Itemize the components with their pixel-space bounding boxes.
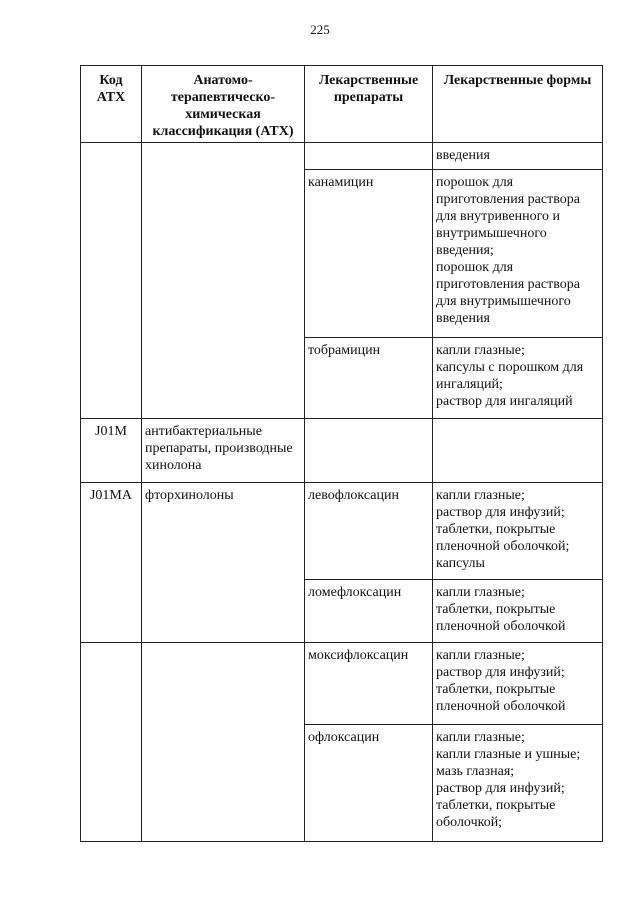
forms-cell [433, 143, 603, 170]
table-row [81, 419, 603, 483]
forms-cell [433, 170, 603, 338]
code-cell [81, 143, 142, 419]
form-item: капли глазные; [436, 343, 525, 358]
header-code: Код ATX [81, 66, 142, 143]
form-item: таблетки, покрытые пленочной оболочкой [436, 682, 566, 714]
form-item: таблетки, покрытые пленочной оболочкой [436, 602, 566, 634]
drug-cell: ломефлоксацин [305, 580, 433, 643]
form-item: таблетки, покрытые пленочной оболочкой; [436, 522, 570, 554]
page-number: 225 [310, 22, 330, 37]
forms-cell [433, 580, 603, 643]
header-forms: Лекарственные формы [433, 66, 603, 143]
form-item: капли глазные и ушные; [436, 747, 581, 762]
classification-cell: антибактериальные препараты, производные хинолона [142, 419, 305, 483]
drug-cell: моксифлоксацин [305, 643, 433, 725]
form-item: раствор для инфузий; [436, 505, 565, 520]
header-drugs: Лекарственные препараты [305, 66, 433, 143]
form-item: раствор для инфузий; [436, 781, 565, 796]
forms-cell [433, 725, 603, 842]
form-item: мазь глазная; [436, 764, 515, 779]
drug-cell: тобрамицин [305, 338, 433, 419]
form-item: таблетки, покрытые оболочкой; [436, 798, 556, 830]
atc-drug-table [80, 65, 603, 842]
table-row [81, 143, 603, 170]
drug-cell: офлоксацин [305, 725, 433, 842]
drug-cell: канамицин [305, 170, 433, 338]
forms-cell [433, 643, 603, 725]
table-row [81, 483, 603, 580]
form-item: введения [436, 148, 490, 163]
forms-cell [433, 483, 603, 580]
form-item: капли глазные; [436, 488, 525, 503]
header-classification: Анатомо-терапевтическо-химическая классификация (ATX) [142, 66, 305, 143]
code-cell: J01MA [81, 483, 142, 643]
form-item: капсулы с порошком для ингаляций; [436, 360, 584, 392]
classification-cell [142, 143, 305, 419]
classification-cell: фторхинолоны [142, 483, 305, 643]
form-item: капли глазные; [436, 648, 525, 663]
drug-cell [305, 143, 433, 170]
form-item: капли глазные; [436, 585, 525, 600]
form-item: порошок для приготовления раствора для внутривенного и внутримышечного введения; [436, 175, 580, 258]
table-row [81, 643, 603, 725]
drug-cell [305, 419, 433, 483]
form-item: капли глазные; [436, 730, 525, 745]
code-cell [81, 643, 142, 842]
drug-cell: левофлоксацин [305, 483, 433, 580]
forms-cell [433, 338, 603, 419]
form-item: капсулы [436, 556, 485, 571]
classification-cell [142, 643, 305, 842]
form-item: раствор для ингаляций [436, 394, 573, 409]
forms-cell [433, 419, 603, 483]
code-cell: J01M [81, 419, 142, 483]
table-header-row [81, 66, 603, 143]
form-item: порошок для приготовления раствора для внутримышечного введения [436, 260, 580, 326]
form-item: раствор для инфузий; [436, 665, 565, 680]
